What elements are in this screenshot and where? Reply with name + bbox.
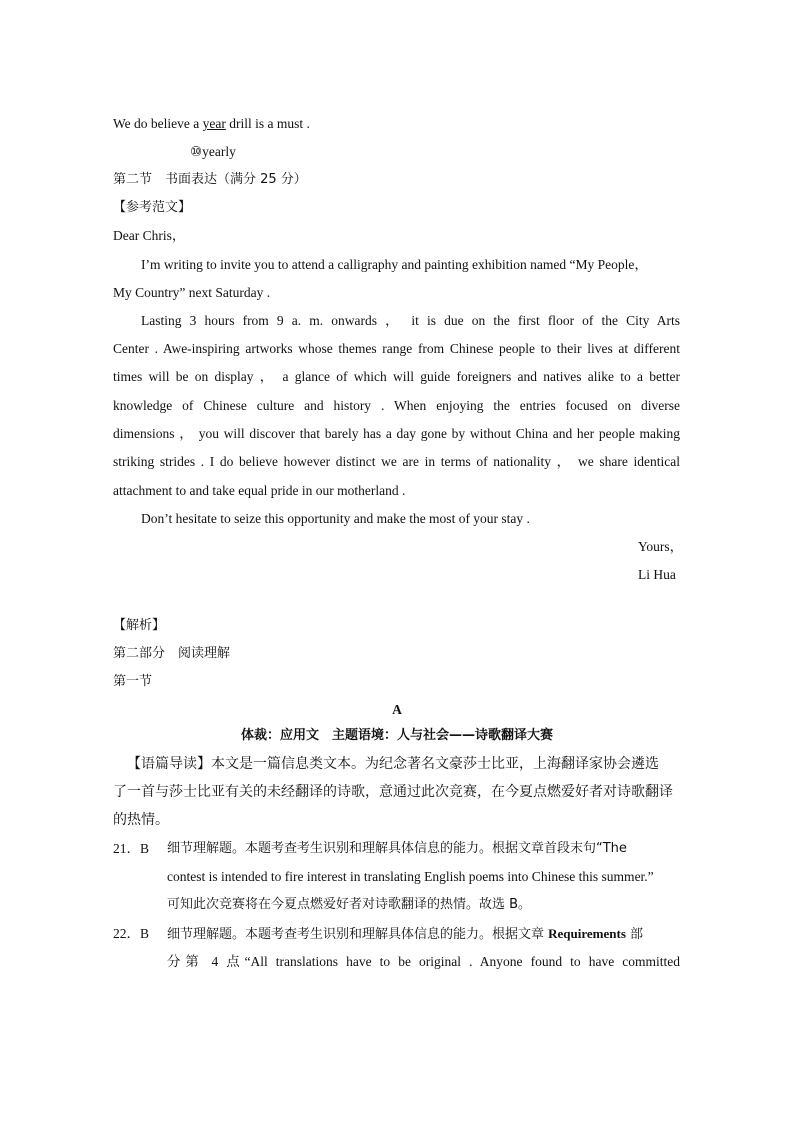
correction-note: ⑩yearly [190,144,236,159]
paragraph-1-line-2: My Country” next Saturday . [113,285,271,300]
q22-line-1 [167,924,643,945]
q22-line-2: 分第 4 点“All translations have to be original . Anyone found to have committed [167,954,680,969]
paragraph-3-line-1: Don’t hesitate to seize this opportunity and make the most of your stay . [141,511,530,526]
signature: Li Hua [638,567,676,582]
guide-line-1: 【语篇导读】本文是一篇信息类文本。为纪念著名文豪莎士比亚，上海翻译家协会遴选 [127,756,659,772]
paragraph-2-line-5: dimensions ， you will discover that barely has a day gone by without China and her people making [113,426,680,441]
q21-answer: 21．B [113,841,150,856]
error-underlined-word: year [202,116,226,131]
section-title: 第二节 书面表达（满分 25 分） [113,172,307,187]
analysis-label: 【解析】 [113,618,166,633]
q21-line-2: contest is intended to fire interest in translating English poems into Chinese this summer.” [167,869,654,884]
sample-label: 【参考范文】 [113,200,192,215]
q22-line-1-end: 部 [625,927,644,942]
passage-label: A [392,702,402,717]
error-sentence [113,114,310,134]
q22-line-1-text: 细节理解题。本题考查考生识别和理解具体信息的能力。根据文章 [167,927,549,942]
paragraph-2-line-4: knowledge of Chinese culture and history . When enjoying the entries focused on diverse [113,398,680,413]
guide-line-3: 的热情。 [113,812,169,828]
guide-line-2: 了一首与莎士比亚有关的未经翻译的诗歌，意通过此次竞赛，在今夏点燃爱好者对诗歌翻译 [113,784,673,800]
section-heading: 第一节 [113,674,153,689]
salutation: Dear Chris， [113,228,186,243]
paragraph-2-line-2: Center . Awe-inspiring artworks whose themes range from Chinese people to their lives at different [113,341,680,356]
paragraph-2-line-1: Lasting 3 hours from 9 a. m. onwards ， it is due on the first floor of the City Arts [141,313,680,328]
paragraph-2-line-6: striking strides . I do believe however distinct we are in terms of nationality ， we share identical [113,454,680,469]
part-heading: 第二部分 阅读理解 [113,646,231,661]
closing: Yours， [638,539,684,554]
paragraph-2-line-3: times will be on display ， a glance of which will guide foreigners and natives alike to a better [113,369,680,384]
paragraph-2-line-7: attachment to and take equal pride in our motherland . [113,483,406,498]
paragraph-1-line-1: I’m writing to invite you to attend a calligraphy and painting exhibition named “My People， [141,257,648,272]
error-sentence-before: We do believe a [113,116,203,131]
q21-line-3: 可知此次竞赛将在今夏点燃爱好者对诗歌翻译的热情。故选 B。 [167,897,532,912]
error-sentence-after: drill is a must . [225,116,310,131]
genre-line: 体裁：应用文 主题语境：人与社会——诗歌翻译大赛 [240,728,553,743]
q22-answer: 22．B [113,926,150,941]
q21-line-1: 细节理解题。本题考查考生识别和理解具体信息的能力。根据文章首段末句“The [167,841,627,856]
requirements-term: Requirements [548,926,626,941]
